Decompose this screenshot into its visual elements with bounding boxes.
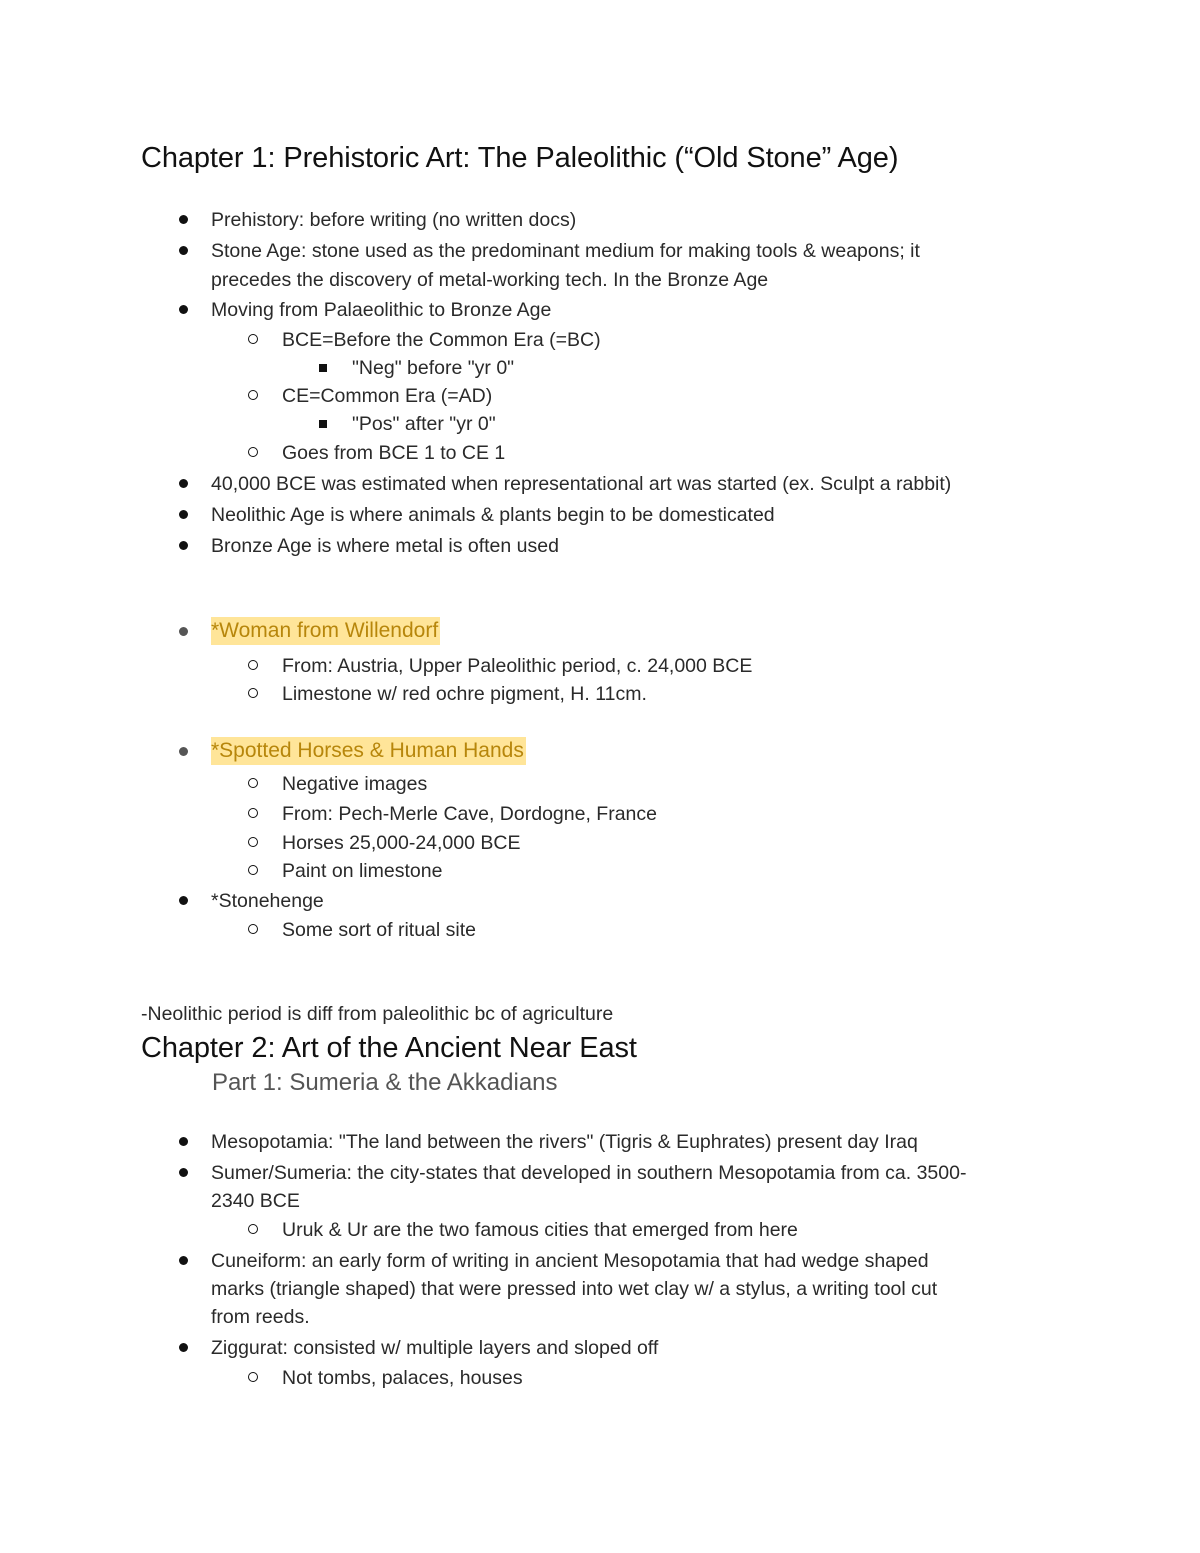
circle-bullet-icon — [248, 441, 258, 465]
circle-bullet-icon — [248, 328, 258, 352]
bullet-icon — [179, 1130, 188, 1154]
part-1-subheading: Part 1: Sumeria & the Akkadians — [212, 1069, 558, 1096]
note-paragraph: -Neolithic period is diff from paleolithic bc of agriculture — [141, 1003, 614, 1025]
list-item: Horses 25,000-24,000 BCE — [282, 832, 521, 854]
square-bullet-icon — [319, 356, 327, 380]
bullet-icon — [179, 620, 188, 644]
circle-bullet-icon — [248, 1218, 258, 1242]
list-item: Limestone w/ red ochre pigment, H. 11cm. — [282, 683, 647, 705]
bullet-icon — [179, 472, 188, 496]
list-item: Goes from BCE 1 to CE 1 — [282, 442, 506, 464]
circle-bullet-icon — [248, 682, 258, 706]
list-item: BCE=Before the Common Era (=BC) — [282, 329, 601, 351]
list-item: Paint on limestone — [282, 860, 443, 882]
list-item-continuation: 2340 BCE — [211, 1190, 300, 1212]
list-item: Neolithic Age is where animals & plants begin to be domesticated — [211, 504, 775, 526]
list-item-continuation: marks (triangle shaped) that were pressed into wet clay w/ a stylus, a writing tool cut — [211, 1278, 938, 1300]
circle-bullet-icon — [248, 918, 258, 942]
list-item-continuation: from reeds. — [211, 1306, 310, 1328]
list-item: From: Austria, Upper Paleolithic period, c. 24,000 BCE — [282, 655, 753, 677]
list-item: 40,000 BCE was estimated when representational art was started (ex. Sculpt a rabbit) — [211, 473, 952, 495]
circle-bullet-icon — [248, 831, 258, 855]
list-item: Prehistory: before writing (no written docs) — [211, 209, 577, 231]
list-item: Uruk & Ur are the two famous cities that emerged from here — [282, 1219, 798, 1241]
bullet-icon — [179, 239, 188, 263]
circle-bullet-icon — [248, 859, 258, 883]
list-item: From: Pech-Merle Cave, Dordogne, France — [282, 803, 657, 825]
circle-bullet-icon — [248, 802, 258, 826]
list-item: Negative images — [282, 773, 428, 795]
circle-bullet-icon — [248, 384, 258, 408]
bullet-icon — [179, 889, 188, 913]
list-item: Mesopotamia: "The land between the rivers" (Tigris & Euphrates) present day Iraq — [211, 1131, 918, 1153]
highlighted-text: *Spotted Horses & Human Hands — [211, 737, 526, 765]
chapter-1-heading: Chapter 1: Prehistoric Art: The Paleolithic (“Old Stone” Age) — [141, 142, 899, 174]
list-item: Some sort of ritual site — [282, 919, 476, 941]
bullet-icon — [179, 1249, 188, 1273]
bullet-icon — [179, 1161, 188, 1185]
list-item-highlighted — [211, 619, 440, 643]
chapter-2-heading: Chapter 2: Art of the Ancient Near East — [141, 1032, 637, 1064]
list-item: Stone Age: stone used as the predominant medium for making tools & weapons; it — [211, 240, 920, 262]
circle-bullet-icon — [248, 772, 258, 796]
circle-bullet-icon — [248, 654, 258, 678]
bullet-icon — [179, 208, 188, 232]
highlighted-text: *Woman from Willendorf — [211, 617, 440, 645]
circle-bullet-icon — [248, 1366, 258, 1390]
list-item: Sumer/Sumeria: the city-states that developed in southern Mesopotamia from ca. 3500- — [211, 1162, 967, 1184]
bullet-icon — [179, 1336, 188, 1360]
list-item: "Neg" before "yr 0" — [352, 357, 515, 379]
list-item: Moving from Palaeolithic to Bronze Age — [211, 299, 552, 321]
bullet-icon — [179, 740, 188, 764]
square-bullet-icon — [319, 412, 327, 436]
list-item: Cuneiform: an early form of writing in ancient Mesopotamia that had wedge shaped — [211, 1250, 929, 1272]
bullet-icon — [179, 534, 188, 558]
list-item-highlighted — [211, 739, 526, 763]
list-item-continuation: precedes the discovery of metal-working tech. In the Bronze Age — [211, 269, 769, 291]
list-item: Bronze Age is where metal is often used — [211, 535, 559, 557]
list-item: *Stonehenge — [211, 890, 324, 912]
list-item: CE=Common Era (=AD) — [282, 385, 493, 407]
list-item: Ziggurat: consisted w/ multiple layers and sloped off — [211, 1337, 659, 1359]
bullet-icon — [179, 503, 188, 527]
bullet-icon — [179, 298, 188, 322]
list-item: "Pos" after "yr 0" — [352, 413, 496, 435]
list-item: Not tombs, palaces, houses — [282, 1367, 523, 1389]
